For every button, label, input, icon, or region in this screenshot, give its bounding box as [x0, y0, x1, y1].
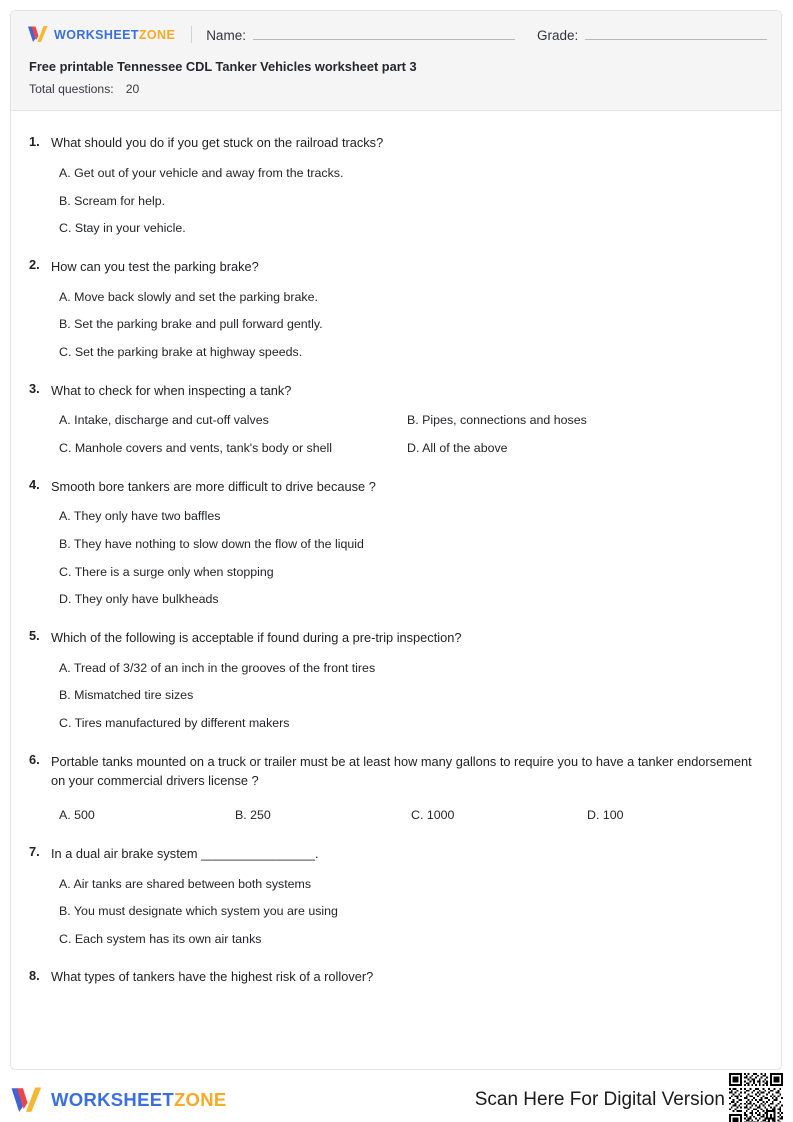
answer-options	[29, 402, 763, 457]
answer-options	[29, 498, 763, 608]
answer-option[interactable]: C. 1000	[411, 808, 455, 823]
question-number: 3.	[29, 381, 40, 397]
answer-option[interactable]: B. Scream for help.	[59, 193, 166, 208]
answer-options	[29, 866, 763, 949]
worksheet-header	[11, 11, 781, 111]
question-heading	[29, 257, 763, 277]
total-questions-value: 20	[125, 82, 140, 97]
footer-brand-logo	[10, 1086, 227, 1115]
question-heading	[29, 752, 763, 792]
answer-option[interactable]: A. 500	[59, 808, 95, 823]
question-text: Which of the following is acceptable if found during a pre-trip inspection?	[51, 629, 462, 645]
footer-brand-wordmark	[51, 1089, 227, 1111]
question-heading	[29, 628, 763, 648]
brand-wordmark	[54, 28, 175, 42]
answer-option[interactable]: D. They only have bulkheads	[59, 592, 219, 607]
answer-option[interactable]: A. Tread of 3/32 of an inch in the grooves of the front tires	[59, 660, 376, 675]
answer-option[interactable]: A. They only have two baffles	[59, 509, 221, 524]
question-text: What types of tankers have the highest risk of a rollover?	[51, 969, 374, 985]
answer-option[interactable]: A. Intake, discharge and cut-off valves	[59, 413, 269, 428]
answer-option[interactable]: C. Tires manufactured by different makers	[59, 715, 290, 730]
answer-option[interactable]: C. Each system has its own air tanks	[59, 931, 262, 946]
question-block	[29, 752, 763, 825]
question-text: How can you test the parking brake?	[51, 258, 259, 274]
question-text: Portable tanks mounted on a truck or trailer must be at least how many gallons to require you to have a tanker endorsement on your commercial drivers license ?	[51, 753, 752, 789]
answer-option[interactable]: C. Set the parking brake at highway speeds.	[59, 344, 303, 359]
header-divider	[191, 26, 192, 43]
answer-option[interactable]: A. Air tanks are shared between both systems	[59, 876, 312, 891]
question-block	[29, 844, 763, 949]
footer-scan-group	[475, 1073, 783, 1122]
footer-brand-name-part1: WORKSHEET	[51, 1089, 174, 1110]
answer-options	[29, 279, 763, 362]
question-heading	[29, 133, 763, 153]
question-heading	[29, 381, 763, 401]
answer-option[interactable]: B. 250	[235, 808, 271, 823]
question-block	[29, 967, 763, 987]
answer-option[interactable]: C. There is a surge only when stopping	[59, 564, 274, 579]
answer-option[interactable]: B. Set the parking brake and pull forward gently.	[59, 317, 323, 332]
scan-label: Scan Here For Digital Version	[474, 1089, 725, 1110]
question-text: What should you do if you get stuck on the railroad tracks?	[51, 135, 384, 151]
total-questions	[29, 82, 765, 96]
footer-brand-name-part2: ZONE	[173, 1089, 227, 1110]
answer-options	[29, 650, 763, 733]
answer-option[interactable]: D. 100	[587, 808, 624, 823]
page-title: Free printable Tennessee CDL Tanker Vehicles worksheet part 3	[29, 59, 417, 74]
brand-logo	[27, 25, 175, 44]
worksheet-card	[10, 10, 782, 1070]
question-number: 4.	[29, 477, 40, 493]
question-text: Smooth bore tankers are more difficult to drive because ?	[51, 478, 376, 494]
answer-options	[29, 155, 763, 238]
name-input[interactable]	[253, 27, 515, 40]
answer-option[interactable]: D. All of the above	[407, 441, 508, 456]
answer-option[interactable]: B. Mismatched tire sizes	[59, 688, 194, 703]
answer-option[interactable]: A. Get out of your vehicle and away from the tracks.	[59, 166, 344, 181]
header-title-row	[11, 58, 781, 110]
name-label: Name:	[206, 27, 246, 43]
question-block	[29, 257, 763, 362]
answer-option[interactable]: C. Stay in your vehicle.	[59, 221, 186, 236]
answer-options	[29, 793, 763, 825]
answer-option[interactable]: B. They have nothing to slow down the flow of the liquid	[59, 537, 364, 552]
question-number: 5.	[29, 628, 40, 644]
question-text: In a dual air brake system ________________.	[51, 845, 319, 861]
answer-option[interactable]: B. You must designate which system you are using	[59, 904, 338, 919]
question-text: What to check for when inspecting a tank?	[51, 382, 292, 398]
grade-field-group	[537, 27, 767, 43]
grade-label: Grade:	[537, 27, 579, 43]
worksheet-zone-w-logo-icon	[27, 25, 48, 44]
qr-code-icon[interactable]	[729, 1073, 783, 1122]
question-number: 8.	[29, 967, 40, 983]
worksheet-footer	[0, 1078, 793, 1122]
question-block	[29, 477, 763, 609]
answer-option[interactable]: A. Move back slowly and set the parking brake.	[59, 289, 318, 304]
question-heading	[29, 844, 763, 864]
worksheet-zone-w-logo-icon	[10, 1086, 42, 1115]
question-block	[29, 381, 763, 458]
question-heading	[29, 477, 763, 497]
question-block	[29, 133, 763, 238]
question-heading	[29, 967, 763, 987]
question-number: 7.	[29, 844, 40, 860]
question-number: 6.	[29, 752, 40, 768]
name-field-group	[206, 27, 515, 43]
questions-list	[11, 111, 781, 987]
total-questions-label: Total questions:	[29, 82, 114, 97]
brand-name-part1: WORKSHEET	[54, 27, 139, 42]
question-number: 1.	[29, 133, 40, 149]
header-identity-row	[11, 11, 781, 58]
question-block	[29, 628, 763, 733]
brand-name-part2: ZONE	[138, 27, 176, 42]
answer-option[interactable]: C. Manhole covers and vents, tank's body or shell	[59, 441, 333, 456]
question-number: 2.	[29, 257, 40, 273]
answer-option[interactable]: B. Pipes, connections and hoses	[407, 413, 587, 428]
grade-input[interactable]	[585, 27, 767, 40]
